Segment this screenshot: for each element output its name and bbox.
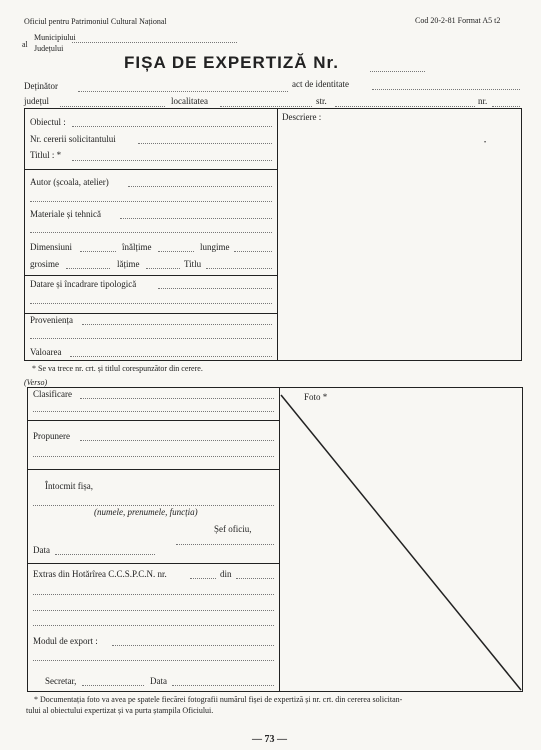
al-label: al: [22, 40, 28, 49]
form-code: Cod 20-2-81 Format A5 t2: [415, 16, 501, 25]
clasificare-line-2[interactable]: [33, 411, 274, 412]
verso-label: (Verso): [24, 378, 48, 387]
clasificare-line[interactable]: [80, 398, 274, 399]
nr-cererii-label: Nr. cererii solicitantului: [30, 134, 116, 144]
verso-footnote-2: tului al obiectului expertizat și va purta ștampila Oficiului.: [26, 706, 214, 715]
verso-footnote-1: * Documentația foto va avea pe spatele fiecărei fotografii numărul fișei de expertiză și nr. crt. din cererea solicitan-: [34, 695, 403, 704]
front-footnote: * Se va trece nr. crt. și titlul corespunzător din cerere.: [32, 364, 203, 373]
propunere-label: Propunere: [33, 431, 70, 441]
data2-line[interactable]: [172, 685, 274, 686]
extras-line-3[interactable]: [33, 610, 274, 611]
titlu-line[interactable]: [206, 268, 272, 269]
propunere-line[interactable]: [80, 440, 274, 441]
autor-line[interactable]: [128, 186, 272, 187]
valoarea-label: Valoarea: [30, 347, 62, 357]
office-name: Oficiul pentru Patrimoniul Cultural Național: [24, 17, 167, 26]
materiale-line[interactable]: [120, 218, 272, 219]
page-number: — 73 —: [252, 734, 287, 745]
data-label: Data: [33, 545, 50, 555]
propunere-line-2[interactable]: [33, 456, 274, 457]
autor-line-2[interactable]: [30, 201, 272, 202]
obiectul-label: Obiectul :: [30, 117, 66, 127]
act-identitate-label: act de identitate: [292, 79, 349, 89]
titlu-label: Titlu: [184, 259, 202, 269]
autor-label: Autor (școala, atelier): [30, 177, 109, 187]
extras-line-2[interactable]: [33, 594, 274, 595]
inaltime-line[interactable]: [158, 251, 194, 252]
detinator-label: Deținător: [24, 81, 58, 91]
speck-mark: •: [484, 140, 487, 146]
titlul-label: Titlul : *: [30, 150, 62, 160]
nr-label: nr.: [478, 96, 488, 106]
din-label: din: [220, 569, 232, 579]
judetului-label: Județului: [34, 44, 64, 53]
datare-label: Datare și încadrare tipologică: [30, 279, 137, 289]
sef-oficiu-label: Șef oficiu,: [214, 524, 252, 534]
front-divider: [277, 108, 278, 361]
lungime-line[interactable]: [234, 251, 272, 252]
proveninta-line[interactable]: [82, 324, 272, 325]
extras-nr-line[interactable]: [190, 578, 216, 579]
act-identitate-line[interactable]: [372, 89, 520, 90]
datare-line-2[interactable]: [30, 303, 272, 304]
numele-label: (numele, prenumele, funcția): [94, 507, 198, 517]
extras-label: Extras din Hotărîrea C.C.S.P.C.N. nr.: [33, 569, 167, 579]
latime-line[interactable]: [146, 268, 180, 269]
latime-label: lățime: [117, 259, 140, 269]
form-number-line[interactable]: [370, 71, 425, 72]
extras-line-4[interactable]: [33, 625, 274, 626]
form-title: FIȘA DE EXPERTIZĂ Nr.: [124, 53, 339, 72]
municipiu-line[interactable]: [72, 42, 237, 43]
localitatea-label: localitatea: [171, 96, 208, 106]
municipiului-label: Municipiului: [34, 33, 76, 42]
data-line[interactable]: [55, 554, 155, 555]
grosime-line[interactable]: [66, 268, 110, 269]
din-line[interactable]: [236, 578, 274, 579]
inaltime-label: înălțime: [122, 242, 152, 252]
data2-label: Data: [150, 676, 167, 686]
judetul-label: județul: [24, 96, 49, 106]
foto-label: Foto *: [304, 392, 328, 402]
dimensiuni-line[interactable]: [80, 251, 116, 252]
str-line[interactable]: [335, 106, 475, 107]
obiectul-line[interactable]: [72, 126, 272, 127]
clasificare-label: Clasificare: [33, 389, 72, 399]
secretar-label: Secretar,: [45, 676, 77, 686]
nr-cererii-line[interactable]: [138, 143, 272, 144]
nr-line[interactable]: [492, 106, 520, 107]
materiale-line-2[interactable]: [30, 232, 272, 233]
modul-export-line-2[interactable]: [33, 660, 274, 661]
proveninta-line-2[interactable]: [30, 338, 272, 339]
descriere-label: Descriere :: [282, 112, 322, 122]
localitatea-line[interactable]: [220, 106, 312, 107]
sef-oficiu-line[interactable]: [176, 544, 274, 545]
materiale-label: Materiale și tehnică: [30, 209, 101, 219]
intocmit-line[interactable]: [33, 505, 274, 506]
lungime-label: lungime: [200, 242, 230, 252]
modul-export-line[interactable]: [112, 645, 274, 646]
proveninta-label: Proveniența: [30, 315, 73, 325]
str-label: str.: [316, 96, 327, 106]
photo-area-diagonal: [279, 387, 523, 692]
detinator-line[interactable]: [78, 91, 288, 92]
secretar-line[interactable]: [82, 685, 144, 686]
modul-export-label: Modul de export :: [33, 636, 98, 646]
intocmit-label: Întocmit fișa,: [45, 481, 93, 491]
titlul-line[interactable]: [72, 160, 272, 161]
grosime-label: grosime: [30, 259, 59, 269]
datare-line[interactable]: [158, 288, 272, 289]
judetul-line[interactable]: [60, 106, 165, 107]
dimensiuni-label: Dimensiuni: [30, 242, 72, 252]
valoarea-line[interactable]: [70, 356, 272, 357]
